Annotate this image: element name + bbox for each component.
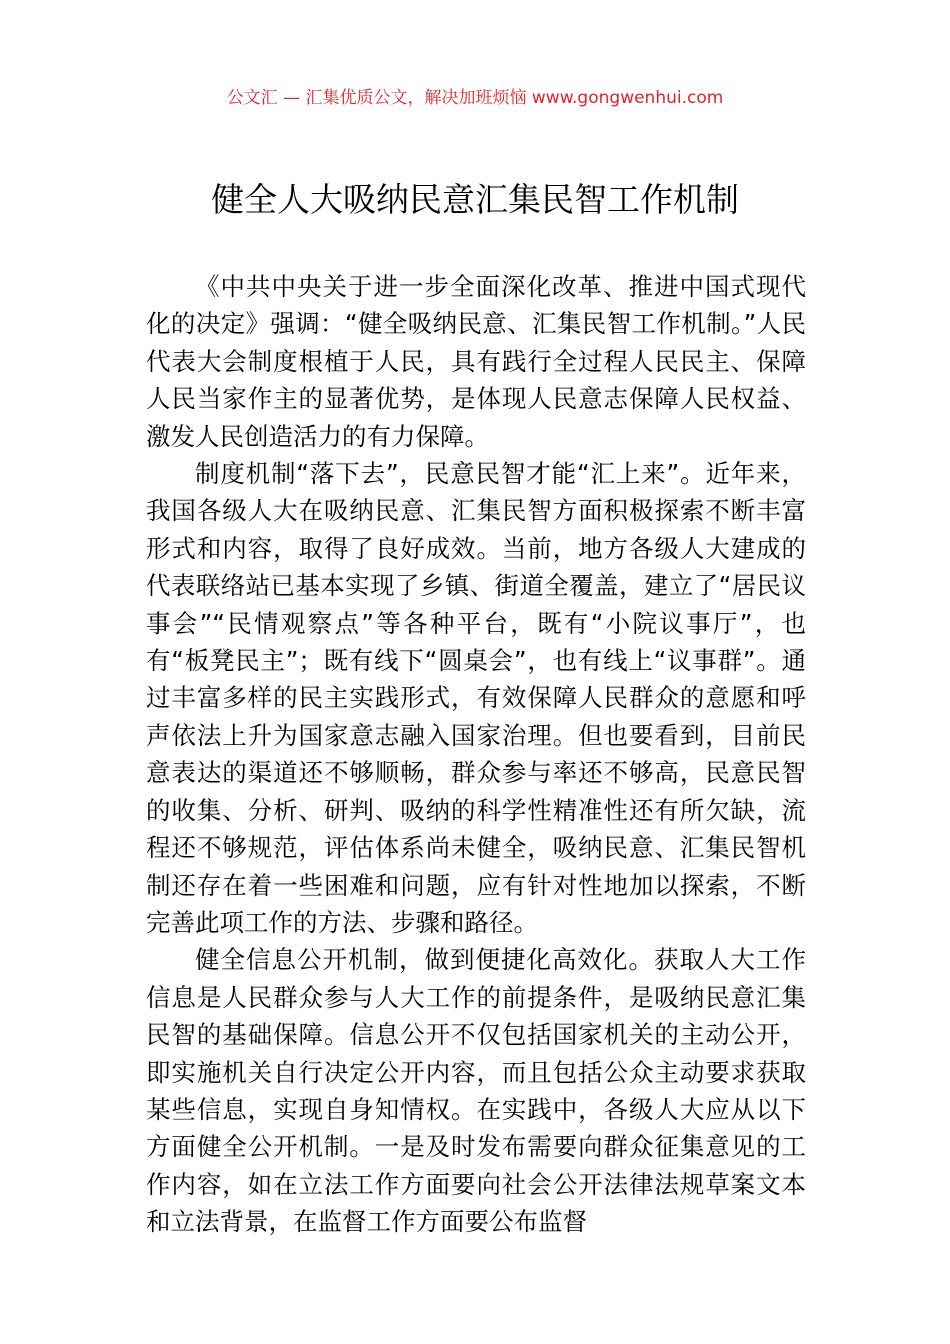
document-body [146, 268, 806, 1241]
paragraph-2: 制度机制“落下去”，民意民智才能“汇上来”。近年来，我国各级人大在吸纳民意、汇集民智方面积极探索不断丰富形式和内容，取得了良好成效。当前，地方各级人大建成的代表联络站已基本实现了乡镇、街道全覆盖，建立了“居民议事会”“民情观察点”等各种平台，既有“小院议事厅”，也有“板凳民主”；既有线下“圆桌会”，也有线上“议事群”。通过丰富多样的民主实践形式，有效保障人民群众的意愿和呼声依法上升为国家意志融入国家治理。但也要看到，目前民意表达的渠道还不够顺畅，群众参与率还不够高，民意民智的收集、分析、研判、吸纳的科学性精准性还有所欠缺，流程还不够规范，评估体系尚未健全，吸纳民意、汇集民智机制还存在着一些困难和问题，应有针对性地加以探索，不断完善此项工作的方法、步骤和路径。 [146, 459, 806, 937]
header-banner: 公文汇 — 汇集优质公文，解决加班烦恼 www.gongwenhui.com [226, 88, 724, 108]
paragraph-3: 健全信息公开机制，做到便捷化高效化。获取人大工作信息是人民群众参与人大工作的前提条件，是吸纳民意汇集民智的基础保障。信息公开不仅包括国家机关的主动公开，即实施机关自行决定公开内容，而且包括公众主动要求获取某些信息，实现自身知情权。在实践中，各级人大应从以下方面健全公开机制。一是及时发布需要向群众征集意见的工作内容，如在立法工作方面要向社会公开法律法规草案文本和立法背景，在监督工作方面要公布监督 [146, 945, 806, 1237]
document-title: 健全人大吸纳民意汇集民智工作机制 [211, 180, 739, 219]
paragraph-1: 《中共中央关于进一步全面深化改革、推进中国式现代化的决定》强调：“健全吸纳民意、汇集民智工作机制。”人民代表大会制度根植于人民，具有践行全过程人民民主、保障人民当家作主的显著优势，是体现人民意志保障人民权益、激发人民创造活力的有力保障。 [146, 272, 806, 451]
